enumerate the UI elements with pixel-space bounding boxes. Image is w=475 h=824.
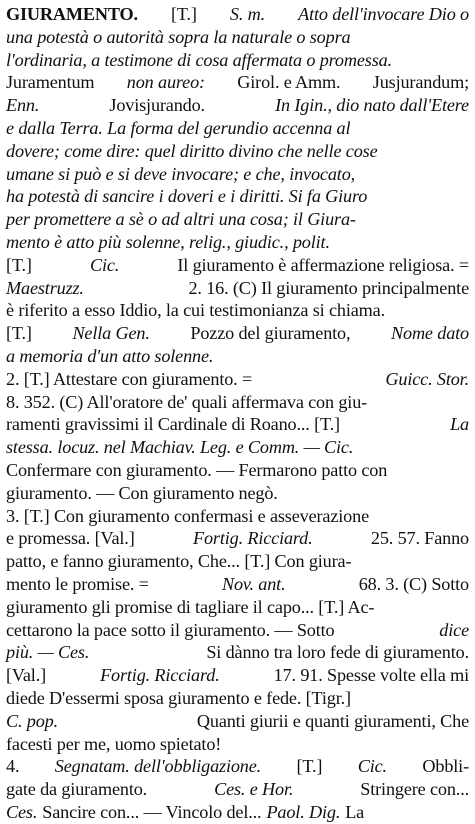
entry-line	[6, 322, 469, 345]
entry-text: gate da giuramento.	[6, 779, 148, 800]
entry-line	[6, 755, 469, 778]
entry-text: [T.]	[6, 323, 32, 344]
entry-text: umane si può e si deve invocare; e che, invocato,	[6, 163, 356, 184]
entry-text: Segnatam. dell'obbligazione.	[54, 756, 262, 777]
entry-text: Jovisjurando.	[109, 95, 205, 116]
entry-line	[6, 619, 469, 642]
entry-line	[6, 391, 469, 414]
entry-line	[6, 505, 469, 528]
entry-text: La	[450, 414, 469, 435]
entry-line	[6, 163, 469, 186]
entry-text: Girol. e Amm.	[237, 72, 341, 93]
entry-text: Sancire con... — Vincolo del...	[42, 801, 262, 822]
entry-text: [T.]	[171, 4, 197, 24]
entry-line	[6, 641, 469, 664]
entry-text: 68. 3. (C) Sotto	[358, 573, 469, 594]
entry-line	[6, 231, 469, 254]
entry-text: Cic.	[357, 756, 387, 777]
entry-text: Maestruzz.	[6, 277, 84, 298]
entry-line	[6, 436, 469, 459]
entry-line	[6, 710, 469, 733]
entry-text: 4.	[6, 756, 20, 777]
entry-text: giuramento. — Con giuramento negò.	[6, 482, 278, 503]
entry-line	[6, 687, 469, 710]
entry-text: C. pop.	[6, 710, 59, 731]
entry-line	[6, 26, 469, 49]
entry-line	[6, 413, 469, 436]
entry-line	[6, 482, 469, 505]
entry-line	[6, 527, 469, 550]
entry-text: mento le promise. =	[6, 573, 149, 594]
entry-text: 17. 91. Spesse volte ella mi	[273, 665, 469, 686]
entry-line	[6, 208, 469, 231]
entry-line	[6, 117, 469, 140]
entry-text: In Igin., dio nato dall'Etere	[275, 95, 469, 116]
entry-text: giuramento gli promise di tagliare il capo... [T.] Ac-	[6, 596, 375, 617]
entry-text: Fortig. Ricciard.	[100, 665, 220, 686]
entry-line	[6, 801, 469, 824]
entry-text: ramenti gravissimi il Cardinale di Roano... [T.]	[6, 414, 340, 435]
entry-text: Fortig. Ricciard.	[192, 528, 313, 549]
entry-text: 2. 16. (C) Il giuramento principalmente	[188, 277, 469, 298]
entry-text: La	[345, 801, 365, 822]
entry-headword: GIURAMENTO.	[6, 4, 138, 24]
entry-text: Confermare con giuramento. — Fermarono patto con	[6, 459, 388, 480]
entry-text: e promessa. [Val.]	[6, 528, 135, 549]
entry-text: per promettere a sè o ad altri una cosa; il Giura-	[6, 209, 356, 230]
entry-text: Pozzo del giuramento,	[190, 323, 351, 344]
entry-line	[6, 140, 469, 163]
entry-line	[6, 71, 469, 94]
entry-line	[6, 368, 469, 391]
entry-text: Nome dato	[391, 323, 469, 344]
entry-text: Obbli-	[422, 756, 469, 777]
entry-text: [T.]	[6, 254, 32, 275]
entry-line	[6, 459, 469, 482]
entry-text: Nov. ant.	[222, 573, 286, 594]
entry-line	[6, 596, 469, 619]
entry-text: 8. 352. (C) All'oratore de' quali affermava con giu-	[6, 391, 368, 412]
entry-text: [T.]	[296, 756, 323, 777]
entry-text: 2. [T.] Attestare con giuramento. =	[6, 368, 253, 389]
entry-text: è riferito a esso Iddio, la cui testimonianza si chiama.	[6, 300, 385, 321]
entry-line	[6, 573, 469, 596]
entry-line	[6, 254, 469, 277]
entry-text: Jusjurandum;	[372, 72, 469, 93]
entry-line	[6, 49, 469, 72]
entry-line	[6, 185, 469, 208]
entry-text: l'ordinaria, a testimone di cosa affermata o promessa.	[6, 49, 392, 70]
entry-text: e dalla Terra. La forma del gerundio accenna al	[6, 117, 351, 138]
entry-text: Si dànno tra loro fede di giuramento.	[206, 642, 469, 663]
entry-text: 25. 57. Fanno	[370, 528, 469, 549]
entry-text: più. — Ces.	[6, 642, 90, 663]
entry-line	[6, 3, 469, 26]
entry-line	[6, 94, 469, 117]
entry-text: Atto dell'invocare Dio o	[298, 4, 469, 24]
entry-text: non aureo:	[126, 72, 205, 93]
entry-text: Guicc. Stor.	[385, 368, 469, 389]
entry-line	[6, 277, 469, 300]
entry-line	[6, 664, 469, 687]
entry-text: 3. [T.] Con giuramento confermasi e asseverazione	[6, 505, 369, 526]
entry-text: stessa. locuz. nel Machiav. Leg. e Comm. — Cic.	[6, 437, 354, 458]
entry-text: facesti per me, uomo spietato!	[6, 733, 222, 754]
entry-text: cettarono la pace sotto il giuramento. — Sotto	[6, 619, 335, 640]
entry-text: dice	[439, 619, 469, 640]
entry-text: ha potestà di sancire i doveri e i diritti. Si fa Giuro	[6, 186, 368, 207]
entry-text: patto, e fanno giuramento, Che... [T.] Con giura-	[6, 551, 352, 572]
entry-text: Nella Gen.	[72, 323, 150, 344]
entry-text: diede D'essermi sposa giuramento e fede. [Tigr.]	[6, 687, 351, 708]
entry-text: dovere; come dire: quel diritto divino che nelle cose	[6, 140, 378, 161]
entry-line	[6, 778, 469, 801]
entry-text: Quanti giurii e quanti giuramenti, Che	[196, 710, 469, 731]
entry-text: S. m.	[229, 4, 266, 24]
entry-line	[6, 550, 469, 573]
entry-text: Stringere con...	[360, 779, 469, 800]
entry-text: a memoria d'un atto solenne.	[6, 345, 214, 366]
entry-line	[6, 299, 469, 322]
entry-text: Enn.	[6, 95, 40, 116]
entry-line	[6, 345, 469, 368]
entry-text: Juramentum	[6, 72, 95, 93]
entry-text: Ces. e Hor.	[214, 779, 294, 800]
entry-text: Il giuramento è affermazione religiosa. =	[177, 254, 469, 275]
entry-text: una potestà o autorità sopra la naturale o sopra	[6, 26, 351, 47]
entry-text: Ces.	[6, 801, 38, 822]
entry-text: Paol. Dig.	[266, 801, 341, 822]
entry-text: Cic.	[89, 254, 120, 275]
entry-text: mento è atto più solenne, relig., giudic., polit.	[6, 231, 330, 252]
entry-text: [Val.]	[6, 665, 47, 686]
entry-line	[6, 733, 469, 756]
